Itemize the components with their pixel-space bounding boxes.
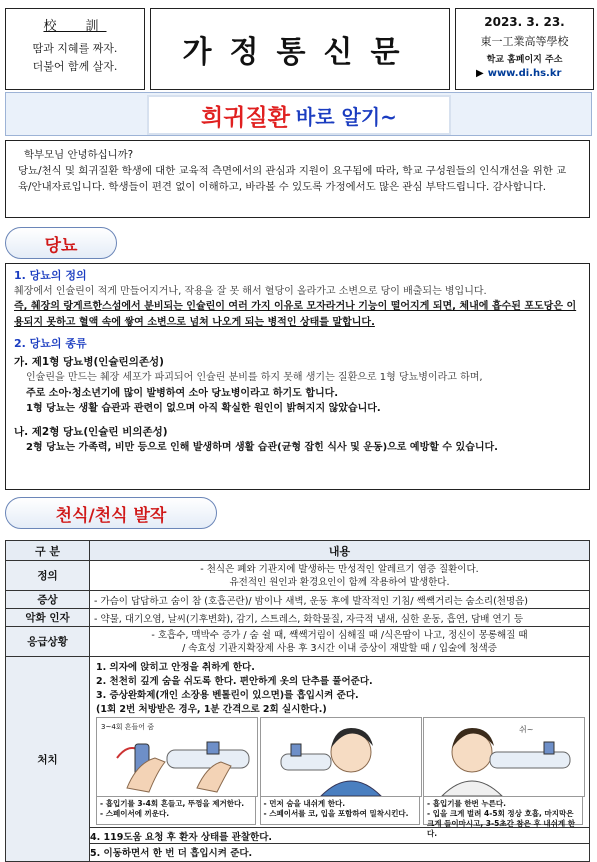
diabetes-definition-text: 췌장에서 인슐린이 적게 만들어지거나, 작용을 잘 못 해서 혈당이 올라가고 소변으로 당이 배출되는 병입니다. — [14, 285, 487, 297]
caption-1 — [96, 797, 256, 825]
table-header-row — [6, 541, 590, 561]
motto-title: 校 訓 — [43, 19, 107, 34]
caption-3-line-2: - 입을 크게 벌려 4-5회 정상 호흡, 마지막은 크게 들이마시고, 3-5초간 참은 후 내쉬게 한다. — [427, 809, 575, 838]
homepage-label: 학교 홈페이지 주소 — [486, 55, 563, 65]
row-value-emergency — [90, 627, 590, 657]
treatment-step-2: 2. 천천히 깊게 숨을 쉬도록 한다. 편안하게 옷의 단추를 풀어준다. — [96, 676, 373, 687]
type2-title: 나. 제2형 당뇨(인슐린 비의존성) — [14, 425, 168, 438]
table-row — [6, 591, 590, 609]
col-content-header: 내용 — [90, 541, 590, 561]
exhale-illustration — [260, 717, 422, 797]
diabetes-types-title: 2. 당뇨의 종류 — [14, 337, 87, 350]
treatment-step-3-note: (1회 2번 처방받은 경우, 1분 간격으로 2회 실시한다.) — [96, 704, 327, 715]
breath-label: 쉬~ — [519, 725, 534, 734]
type1-bold-2: 1형 당뇨는 생활 습관과 관련이 없으며 아직 확실한 원인이 밝혀지지 않았습니다. — [26, 403, 381, 414]
row-key-symptoms: 증상 — [6, 591, 90, 609]
illustration-panel-1 — [96, 717, 256, 825]
emergency-line-1: - 호흡수, 맥박수 증가 / 숨 쉴 때, 쌕쌕거림이 심해질 때 /식은땀이 나고, 정신이 몽롱해질 때 — [151, 629, 528, 641]
type1-text: 인슐린을 만드는 췌장 세포가 파괴되어 인슐린 분비를 하지 못해 생기는 질환으로 1형 당뇨병이라고 하며, — [26, 372, 483, 383]
row-value-symptoms: - 가슴이 답답하고 숨이 참 (호흡곤란)/ 밤이나 새벽, 운동 후에 발작적인 기침/ 쌕쌕거리는 숨소리(천명음) — [90, 591, 590, 609]
boy-inhaling-icon — [424, 718, 584, 796]
banner-title-red: 희귀질환 — [201, 104, 290, 131]
diabetes-box — [5, 263, 590, 490]
treatment-step-3: 3. 증상완화제(개인 소장용 벤톨린이 있으면)를 흡입시켜 준다. — [96, 690, 359, 701]
inhale-illustration — [423, 717, 585, 797]
caption-3 — [423, 797, 583, 838]
newsletter-title: 가정통신문 — [150, 8, 450, 90]
type2-bold: 2형 당뇨는 가족력, 비만 등으로 인해 발생하며 생활 습관(균형 잡힌 식사 및 운동)으로 예방할 수 있습니다. — [26, 442, 498, 453]
motto-line-2: 더불어 함께 살자. — [32, 60, 118, 73]
caption-1-line-1: - 흡입기를 3-4회 흔들고, 뚜껑을 제거한다. — [100, 799, 245, 808]
row-key-definition: 정의 — [6, 561, 90, 591]
row-value-definition — [90, 561, 590, 591]
school-name: 東一工業高等學校 — [480, 35, 569, 48]
school-info-box — [455, 8, 594, 90]
shake-label: 3~4회 흔들어 줌 — [101, 723, 155, 731]
section-tab-asthma: 천식/천식 발작 — [5, 497, 217, 529]
type1-title: 가. 제1형 당뇨병(인슐린의존성) — [14, 355, 164, 368]
caption-2-line-2: - 스페이서를 코, 입을 포함하여 밀착시킨다. — [263, 809, 409, 818]
inhaler-shake-illustration — [96, 717, 258, 797]
intro-greeting: 학부모님 안녕하십니까? — [24, 149, 134, 161]
emergency-line-2: / 속효성 기관지확장제 사용 후 3시간 이내 증상이 재발할 때 / 입술에 청색증 — [182, 642, 497, 654]
treatment-step-4: 4. 119도움 요청 후 환자 상태를 관찰한다. — [90, 827, 589, 843]
diabetes-definition-bold: 즉, 췌장의 랑게르한스섬에서 분비되는 인슐린이 여러 가지 이유로 모자라거나 기능이 떨어지게 되면, 체내에 흡수된 포도당은 이용되지 못하고 혈액 속에 쌓여 소변으로 넘쳐 나오게 되는 병적인 상태를 말합니다. — [14, 301, 577, 328]
table-row — [6, 561, 590, 591]
homepage-link[interactable] — [456, 68, 593, 79]
definition-line-1: - 천식은 폐와 기관지에 발생하는 만성적인 알레르기 염증 질환이다. — [200, 563, 479, 575]
table-row — [6, 609, 590, 627]
asthma-table — [5, 540, 590, 862]
section-tab-diabetes: 당뇨 — [5, 227, 117, 259]
arrow-right-icon: ▶ — [476, 68, 484, 79]
row-key-triggers: 악화 인자 — [6, 609, 90, 627]
table-row — [6, 657, 590, 862]
caption-3-line-1: - 흡입기를 한번 누른다. — [427, 799, 506, 808]
homepage-url: www.di.hs.kr — [487, 68, 562, 79]
banner-title — [147, 95, 451, 135]
illustration-panel-3 — [423, 717, 583, 838]
row-key-emergency: 응급상황 — [6, 627, 90, 657]
row-key-treatment: 처치 — [6, 657, 90, 862]
row-value-triggers: - 약물, 대기오염, 날씨(기후변화), 감기, 스트레스, 화학물질, 자극적 냄새, 심한 운동, 흡연, 담배 연기 등 — [90, 609, 590, 627]
illustration-panel-2 — [260, 717, 420, 825]
intro-body: 당뇨/천식 및 희귀질환 학생에 대한 교육적 측면에서의 관심과 지원이 요구됨에 따라, 학교 구성원들의 인식개선을 위한 교육/안내자료입니다. 학생들이 편견 없이 이해하고, 바라볼 수 있도록 가정에서도 많은 관심 부탁드립니다. 감사합니다. — [18, 165, 567, 193]
school-motto-box — [5, 8, 145, 90]
caption-2-line-1: - 먼저 숨을 내쉬게 한다. — [263, 799, 346, 808]
banner-title-blue: 바로 알기~ — [295, 104, 397, 129]
child-spacer-icon — [261, 718, 421, 796]
issue-date: 2023. 3. 23. — [484, 15, 565, 29]
intro-box — [5, 140, 590, 218]
treatment-step-5: 5. 이동하면서 한 번 더 흡입시켜 준다. — [90, 843, 589, 859]
caption-1-line-2: - 스페이서에 끼운다. — [100, 809, 170, 818]
definition-line-2: 유전적인 원인과 환경요인이 함께 작용하여 발생한다. — [229, 576, 450, 588]
motto-line-1: 땀과 지혜를 짜자. — [32, 42, 118, 55]
diabetes-definition-title: 1. 당뇨의 정의 — [14, 269, 87, 282]
type1-bold-1: 주로 소아·청소년기에 많이 발병하여 소아 당뇨병이라고 하기도 합니다. — [26, 387, 339, 399]
col-category-header: 구 분 — [6, 541, 90, 561]
treatment-step-1: 1. 의자에 앉히고 안정을 취하게 한다. — [96, 662, 255, 673]
table-row — [6, 627, 590, 657]
row-value-treatment — [90, 657, 590, 862]
caption-2 — [260, 797, 420, 825]
